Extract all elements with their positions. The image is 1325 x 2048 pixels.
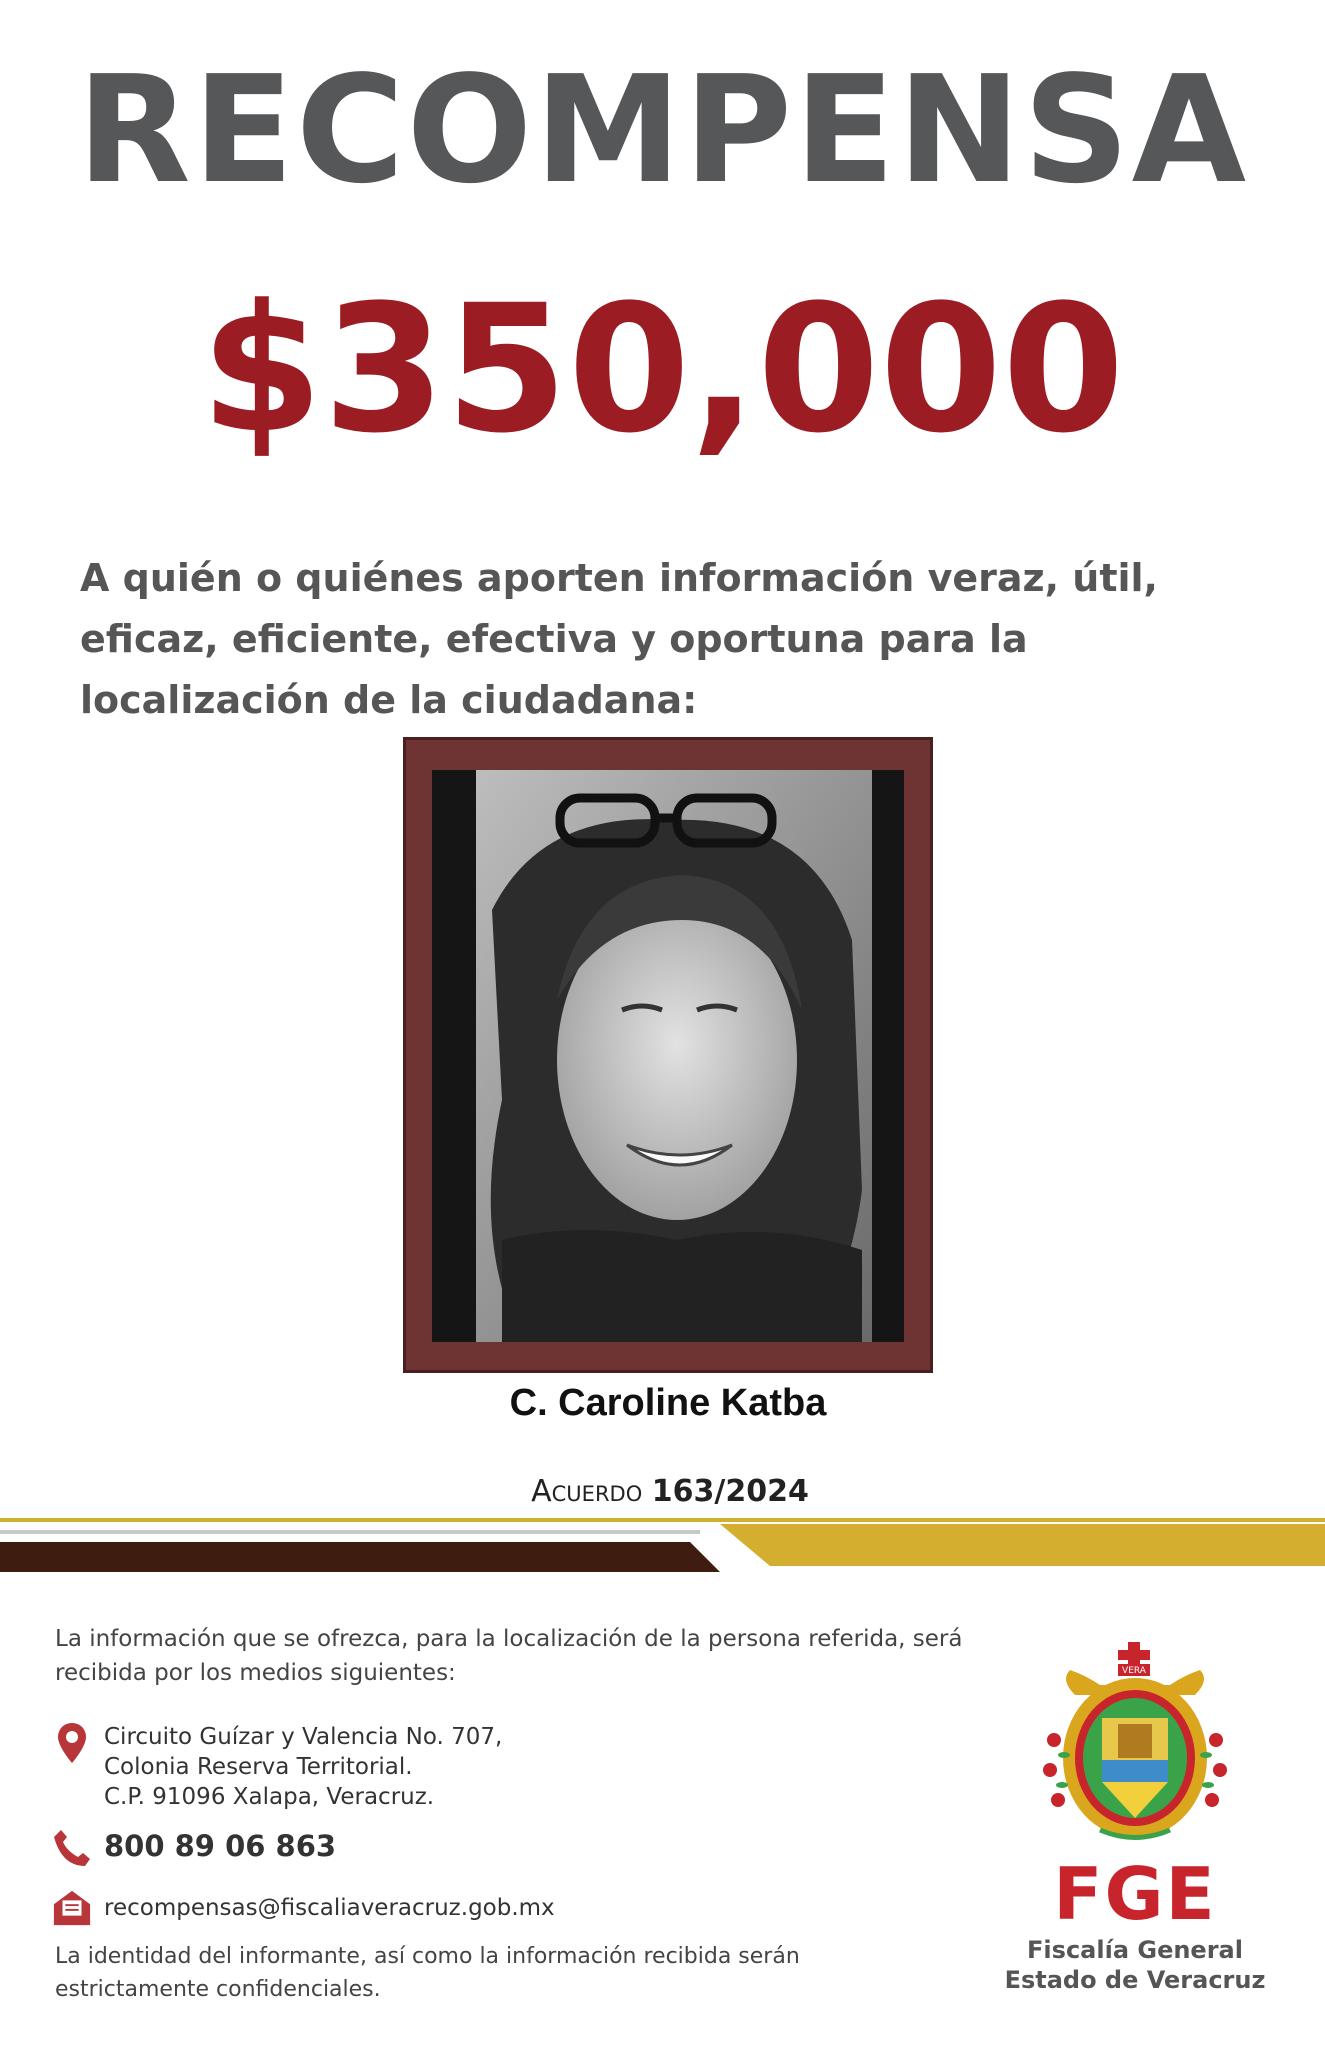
phone-row xyxy=(52,1828,336,1868)
phone-number[interactable]: 800 89 06 863 xyxy=(104,1829,337,1863)
page-title: RECOMPENSA xyxy=(76,44,1249,216)
address-row xyxy=(52,1722,502,1812)
photo-frame xyxy=(403,737,933,1373)
fge-name-line-2: Estado de Veracruz xyxy=(1004,1966,1266,1994)
agreement-label: Acuerdo xyxy=(531,1474,643,1509)
intro-text: A quién o quiénes aporten información veraz, útil, eficaz, eficiente, efectiva y oportuna para la localización de la ciudadana: xyxy=(80,556,1158,722)
fge-full-name xyxy=(990,1935,1280,1995)
fge-name-line-1: Fiscalía General xyxy=(1027,1936,1243,1964)
email-icon xyxy=(52,1888,92,1928)
gold-thick-band xyxy=(720,1524,1325,1566)
email-address[interactable]: recompensas@fiscaliaveracruz.gob.mx xyxy=(104,1895,555,1921)
reward-amount: $350,000 xyxy=(200,267,1125,472)
decorative-bands xyxy=(0,1500,1325,1580)
confidentiality-note: La identidad del informante, así como la información recibida serán estrictamente confidenciales. xyxy=(55,1944,800,2002)
email-row xyxy=(52,1888,555,1928)
veracruz-coat-of-arms-logo xyxy=(1040,1640,1230,1850)
phone-icon xyxy=(52,1828,92,1868)
address-line-1: Circuito Guízar y Valencia No. 707, xyxy=(104,1724,503,1750)
gold-thin-band xyxy=(0,1518,1325,1522)
address-line-2: Colonia Reserva Territorial. xyxy=(104,1754,413,1780)
info-text: La información que se ofrezca, para la localización de la persona referida, será recibida por los medios siguientes: xyxy=(55,1626,963,1686)
address-line-3: C.P. 91096 Xalapa, Veracruz. xyxy=(104,1784,435,1810)
fge-abbreviation: FGE xyxy=(1053,1852,1217,1936)
gray-thin-band xyxy=(0,1530,700,1534)
person-photo-image xyxy=(432,770,904,1342)
agreement-value: 163/2024 xyxy=(651,1474,809,1509)
person-photo xyxy=(432,770,904,1342)
location-pin-icon xyxy=(52,1722,92,1764)
seal-text: VERA xyxy=(1122,1666,1146,1676)
person-name: C. Caroline Katba xyxy=(509,1382,827,1424)
brown-band xyxy=(0,1542,720,1572)
